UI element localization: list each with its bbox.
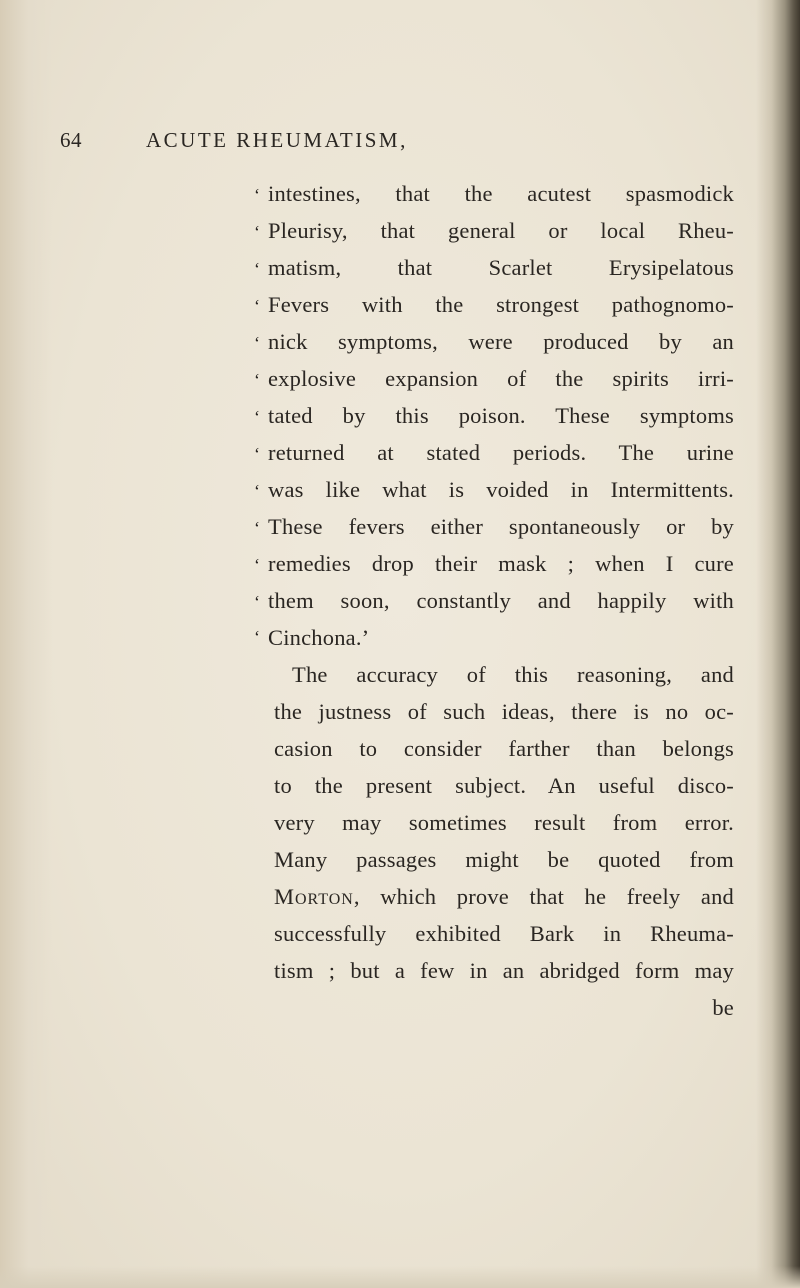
- line-text: matism, that Scarlet Erysipelatous: [268, 255, 734, 280]
- text-line: [254, 249, 734, 286]
- text-line: [254, 360, 734, 397]
- page-gutter-shadow: [0, 0, 52, 1288]
- quote-mark: ‘: [254, 333, 261, 353]
- line-text: These fevers either spontaneously or by: [268, 514, 734, 539]
- quote-mark: ‘: [254, 407, 261, 427]
- text-line: [254, 323, 734, 360]
- text-line: [274, 767, 734, 804]
- page-bottom-shadow: [0, 1266, 800, 1288]
- quote-mark: ‘: [254, 296, 261, 316]
- line-text: Fevers with the strongest pathognomo-: [268, 292, 734, 317]
- line-text: them soon, constantly and happily with: [268, 588, 734, 613]
- quote-mark: ‘: [254, 185, 261, 205]
- line-text: tated by this poison. These symptoms: [268, 403, 734, 428]
- line-text: to the present subject. An useful disco-: [274, 773, 734, 798]
- text-line: [274, 915, 734, 952]
- line-text: , which prove that he freely and: [353, 884, 734, 909]
- text-line: [254, 619, 734, 656]
- text-line: [274, 841, 734, 878]
- quote-mark: ‘: [254, 592, 261, 612]
- line-text: intestines, that the acutest spasmodick: [268, 181, 734, 206]
- line-text: Pleurisy, that general or local Rheu-: [268, 218, 734, 243]
- quote-mark: ‘: [254, 444, 261, 464]
- body-text: [254, 175, 734, 1026]
- line-text: casion to consider farther than belongs: [274, 736, 734, 761]
- catchword: be: [712, 995, 734, 1020]
- quote-mark: ‘: [254, 259, 261, 279]
- text-line: [254, 508, 734, 545]
- line-text: The accuracy of this reasoning, and: [292, 662, 734, 687]
- quote-mark: ‘: [254, 555, 261, 575]
- line-text: remedies drop their mask ; when I cure: [268, 551, 734, 576]
- text-line: [274, 730, 734, 767]
- line-text: the justness of such ideas, there is no oc-: [274, 699, 734, 724]
- text-line: [254, 545, 734, 582]
- page-edge-shadow: [756, 0, 800, 1288]
- text-line: [274, 952, 734, 989]
- line-text: was like what is voided in Intermittents.: [268, 477, 734, 502]
- text-line: [254, 212, 734, 249]
- text-line: [254, 434, 734, 471]
- line-text: nick symptoms, were produced by an: [268, 329, 734, 354]
- text-line: [274, 878, 734, 915]
- text-line: [274, 693, 734, 730]
- line-text: returned at stated periods. The urine: [268, 440, 734, 465]
- quote-mark: ‘: [254, 518, 261, 538]
- running-head: ACUTE RHEUMATISM,: [146, 128, 408, 152]
- text-line: [274, 656, 734, 693]
- quote-mark: ‘: [254, 627, 261, 647]
- text-line: [254, 397, 734, 434]
- line-text: tism ; but a few in an abridged form may: [274, 958, 734, 983]
- text-line: [254, 471, 734, 508]
- line-text: Cinchona.’: [268, 625, 370, 650]
- quote-mark: ‘: [254, 222, 261, 242]
- text-line: [254, 175, 734, 212]
- line-text: explosive expansion of the spirits irri-: [268, 366, 734, 391]
- author-name: Morton: [274, 884, 354, 909]
- page-number: 64: [60, 128, 82, 152]
- line-text: very may sometimes result from error.: [274, 810, 734, 835]
- catchword-line: [274, 989, 734, 1026]
- quote-mark: ‘: [254, 481, 261, 501]
- text-line: [274, 804, 734, 841]
- quote-mark: ‘: [254, 370, 261, 390]
- line-text: successfully exhibited Bark in Rheuma-: [274, 921, 734, 946]
- text-line: [254, 286, 734, 323]
- text-line: [254, 582, 734, 619]
- line-text: Many passages might be quoted from: [274, 847, 734, 872]
